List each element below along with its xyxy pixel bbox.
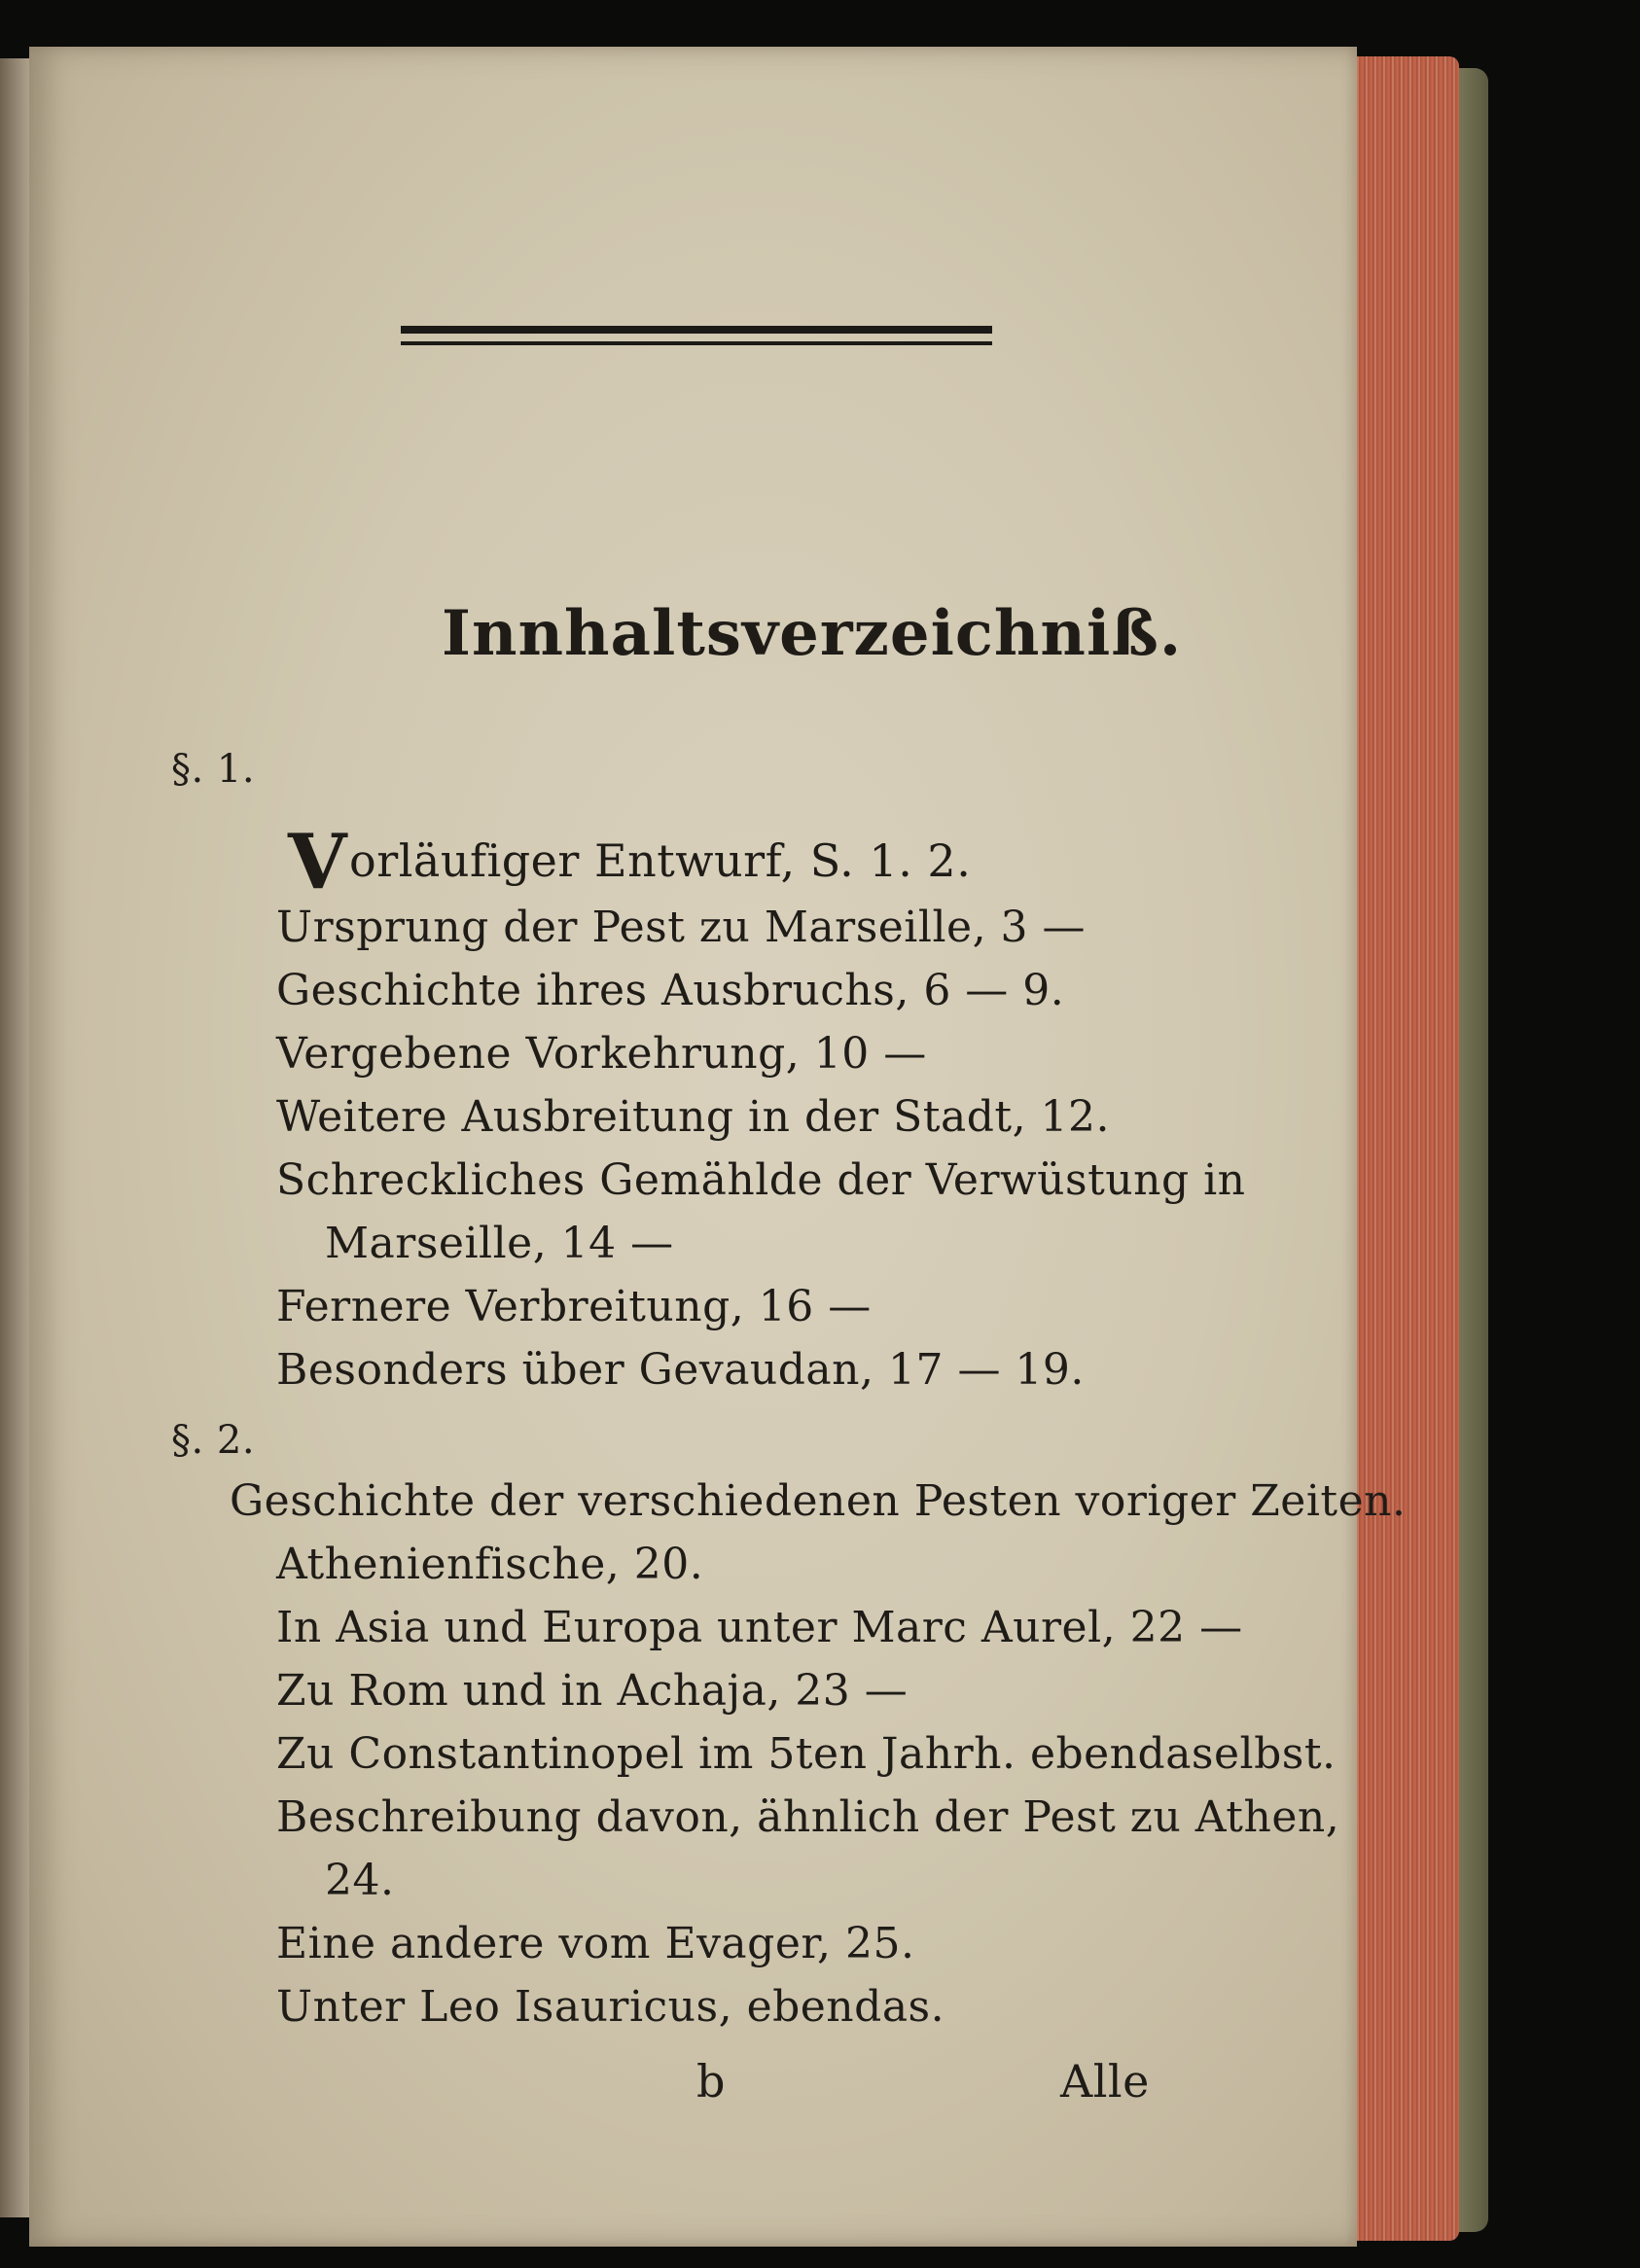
header-rule-thick	[401, 326, 992, 334]
header-rule-thin	[401, 341, 992, 345]
toc-entry: Fernere Verbreitung, 16 —	[276, 1282, 872, 1331]
toc-entry: Zu Rom und in Achaja, 23 —	[276, 1666, 909, 1716]
page-edges	[1342, 56, 1459, 2241]
page-title: Innhaltsverzeichniß.	[442, 597, 1183, 670]
toc-entry: Eine andere vom Evager, 25.	[276, 1919, 915, 1968]
book-page	[29, 47, 1407, 2247]
catchword: Alle	[1060, 2055, 1150, 2108]
toc-entry: Geschichte der verschiedenen Pesten voriger Zeiten.	[230, 1476, 1407, 1526]
section-label-1: §. 1.	[171, 747, 256, 792]
toc-entry-continuation: 24.	[325, 1856, 395, 1905]
toc-entry-text: orläufiger Entwurf, S. 1. 2.	[349, 834, 972, 887]
toc-entry: Besonders über Gevaudan, 17 — 19.	[276, 1345, 1085, 1395]
toc-entry-continuation: Marseille, 14 —	[325, 1219, 674, 1268]
toc-entry: Athenienfische, 20.	[276, 1540, 704, 1589]
toc-entry: Weitere Ausbreitung in der Stadt, 12.	[276, 1092, 1111, 1142]
drop-cap: V	[288, 818, 348, 906]
toc-entry: Zu Constantinopel im 5ten Jahrh. ebendaselbst.	[276, 1729, 1337, 1779]
toc-entry: Ursprung der Pest zu Marseille, 3 —	[276, 903, 1087, 952]
toc-entry: In Asia und Europa unter Marc Aurel, 22 —	[276, 1603, 1243, 1652]
toc-entry: Beschreibung davon, ähnlich der Pest zu Athen,	[276, 1792, 1340, 1842]
toc-entry: Unter Leo Isauricus, ebendas.	[276, 1982, 945, 2032]
toc-entry: Geschichte ihres Ausbruchs, 6 — 9.	[276, 966, 1065, 1015]
signature-mark: b	[696, 2055, 726, 2108]
section-label-2: §. 2.	[171, 1418, 256, 1463]
toc-entry: Vergebene Vorkehrung, 10 —	[276, 1029, 927, 1079]
toc-entry: Schreckliches Gemählde der Verwüstung in	[276, 1155, 1246, 1205]
toc-entry	[288, 818, 972, 906]
